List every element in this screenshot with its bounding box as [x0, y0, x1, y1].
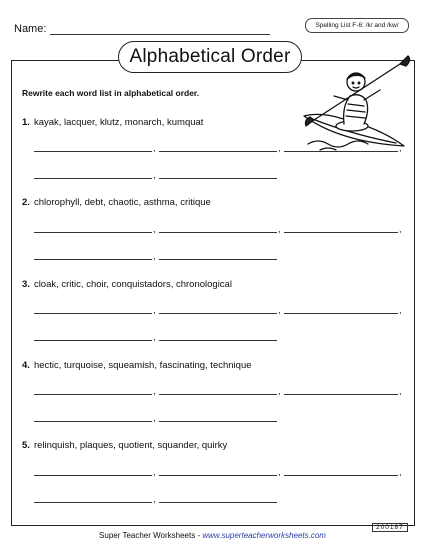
comma: ,: [153, 251, 156, 261]
comma: ,: [153, 386, 156, 396]
comma: ,: [153, 494, 156, 504]
worksheet-code: 200187: [372, 523, 408, 532]
answer-line-4-3[interactable]: [284, 394, 398, 395]
answer-line-2-3[interactable]: [284, 232, 398, 233]
comma: ,: [399, 305, 402, 315]
answer-line-3-3[interactable]: [284, 313, 398, 314]
question-number: 4.: [22, 360, 30, 371]
question-4: [22, 360, 252, 371]
answer-line-4-4[interactable]: [34, 421, 152, 422]
name-field[interactable]: [50, 34, 270, 35]
comma: ,: [153, 143, 156, 153]
page-title: Alphabetical Order: [118, 41, 302, 73]
answer-line-2-4[interactable]: [34, 259, 152, 260]
answer-line-5-5[interactable]: [159, 502, 277, 503]
comma: ,: [278, 143, 281, 153]
comma: ,: [278, 305, 281, 315]
question-number: 1.: [22, 117, 30, 128]
comma: ,: [153, 332, 156, 342]
spelling-list-tag: Spelling List F-6: /k/ and /kw/: [305, 18, 409, 33]
comma: ,: [153, 467, 156, 477]
question-number: 3.: [22, 279, 30, 290]
footer-text: Super Teacher Worksheets -: [99, 531, 203, 540]
answer-line-5-4[interactable]: [34, 502, 152, 503]
kayaker-illustration: [300, 46, 412, 158]
comma: ,: [153, 413, 156, 423]
question-2: [22, 197, 211, 208]
question-5: [22, 440, 227, 451]
word-list: chlorophyll, debt, chaotic, asthma, critique: [33, 197, 211, 208]
answer-line-4-1[interactable]: [34, 394, 152, 395]
word-list: kayak, lacquer, klutz, monarch, kumquat: [33, 117, 204, 128]
comma: ,: [399, 224, 402, 234]
answer-line-1-5[interactable]: [159, 178, 277, 179]
word-list: cloak, critic, choir, conquistadors, chronological: [33, 279, 232, 290]
answer-line-3-1[interactable]: [34, 313, 152, 314]
comma: ,: [399, 386, 402, 396]
comma: ,: [153, 224, 156, 234]
word-list: relinquish, plaques, quotient, squander, quirky: [33, 440, 228, 451]
comma: ,: [399, 467, 402, 477]
word-list: hectic, turquoise, squeamish, fascinating, technique: [33, 360, 252, 371]
answer-line-2-5[interactable]: [159, 259, 277, 260]
comma: ,: [278, 224, 281, 234]
answer-line-3-5[interactable]: [159, 340, 277, 341]
footer: [0, 531, 425, 540]
question-1: [22, 117, 203, 128]
answer-line-1-3[interactable]: [284, 151, 398, 152]
answer-line-2-1[interactable]: [34, 232, 152, 233]
answer-line-3-2[interactable]: [159, 313, 277, 314]
name-label: Name:: [14, 23, 47, 35]
comma: ,: [153, 305, 156, 315]
answer-line-5-3[interactable]: [284, 475, 398, 476]
comma: ,: [399, 143, 402, 153]
answer-line-4-5[interactable]: [159, 421, 277, 422]
answer-line-5-2[interactable]: [159, 475, 277, 476]
comma: ,: [278, 467, 281, 477]
comma: ,: [278, 386, 281, 396]
answer-line-5-1[interactable]: [34, 475, 152, 476]
answer-line-3-4[interactable]: [34, 340, 152, 341]
answer-line-2-2[interactable]: [159, 232, 277, 233]
question-number: 5.: [22, 440, 30, 451]
question-3: [22, 279, 232, 290]
answer-line-4-2[interactable]: [159, 394, 277, 395]
answer-line-1-4[interactable]: [34, 178, 152, 179]
question-number: 2.: [22, 197, 30, 208]
instructions: Rewrite each word list in alphabetical order.: [22, 88, 200, 98]
comma: ,: [153, 170, 156, 180]
footer-link[interactable]: www.superteacherworksheets.com: [202, 531, 326, 540]
answer-line-1-2[interactable]: [159, 151, 277, 152]
answer-line-1-1[interactable]: [34, 151, 152, 152]
